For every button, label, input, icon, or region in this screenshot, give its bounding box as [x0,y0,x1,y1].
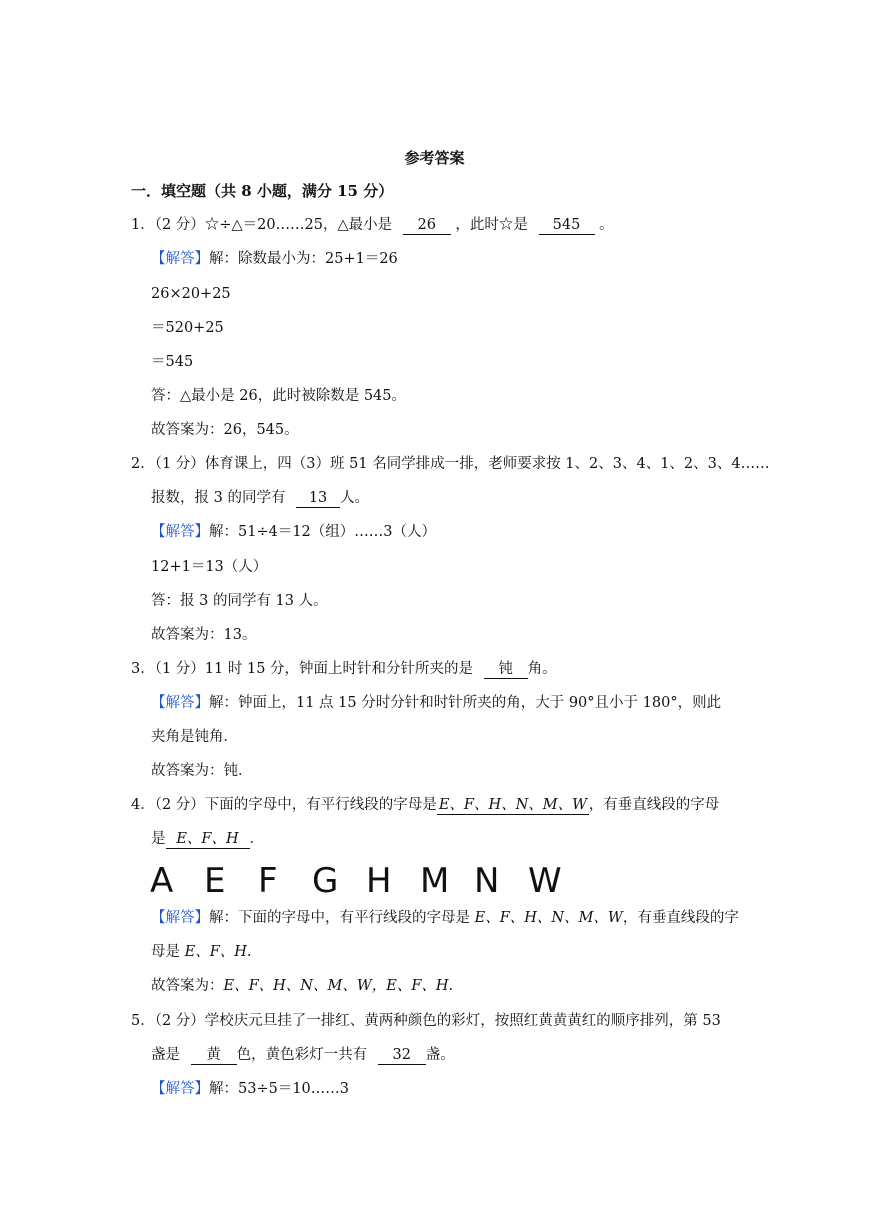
solution-tag: 【解答】 [151,1081,209,1097]
solution-text: 母是 [151,944,180,960]
letter: G [312,861,339,901]
solution-tag: 【解答】 [151,695,209,711]
question-4-text: 是 [151,831,166,847]
question-1-text: 。 [599,217,614,233]
question-5-line2 [151,1045,455,1065]
solution-letters: E、F、H、N、M、W，E、F、H. [223,978,454,994]
question-4-text: ，有垂直线段的字母 [588,797,720,813]
solution-tag: 【解答】 [151,524,209,540]
solution-conclusion: 答：报 3 的同学有 13 人。 [151,593,328,609]
question-5-text: 盏是 [151,1047,180,1063]
question-5-text: 盏。 [425,1047,455,1063]
page-title: 参考答案 [404,149,465,167]
question-5-text: 色，黄色彩灯一共有 [236,1047,368,1063]
answer-blank: 13 [296,490,340,508]
answer-blank: 545 [539,217,595,235]
solution-tag: 【解答】 [151,910,209,926]
answer-blank: E、F、H、N、M、W [438,797,588,813]
solution-final: 故答案为：钝． [151,763,253,779]
solution-conclusion: 答：△最小是 26，此时被除数是 545。 [151,388,406,404]
question-1-text: ，此时☆是 [455,217,528,233]
solution-step: ＝520+25 [151,320,224,336]
solution-tag: 【解答】 [151,251,209,267]
question-4 [131,795,719,815]
question-4-text: ． [249,831,264,847]
solution-text: 解：下面的字母中，有平行线段的字母是 [209,910,470,926]
solution-letters: E、F、H. [184,944,252,960]
solution-letters: E、F、H、N、M、W [474,910,623,926]
answer-blank: 黄 [191,1047,237,1065]
question-2-text: 报数，报 3 的同学有 [151,490,286,506]
solution-line [151,1079,349,1099]
answer-blank: 钝 [484,661,528,679]
answer-blank: 32 [378,1047,426,1065]
solution-final: 故答案为：13。 [151,627,257,643]
letters-figure [150,861,582,901]
solution-step: 26×20+25 [151,286,231,302]
question-4-text: 4．（2 分）下面的字母中，有平行线段的字母是 [131,797,437,813]
letter: A [150,861,174,901]
section-heading: 一．填空题（共 8 小题，满分 15 分） [131,182,394,200]
solution-text: 解：51÷4＝12（组）……3（人） [209,524,437,540]
solution-text-cont [151,942,252,962]
solution-line [151,522,436,542]
solution-final: 故答案为：26，545。 [151,422,299,438]
solution-text: 解：钟面上，11 点 15 分时分针和时针所夹的角，大于 90°且小于 180°，则此 [209,695,722,711]
question-5: 5．（2 分）学校庆元旦挂了一排红、黄两种颜色的彩灯，按照红黄黄黄红的顺序排列，第 53 [131,1013,721,1029]
letter: F [258,861,278,901]
letter: E [204,861,226,901]
solution-line [151,249,398,269]
question-4-line2 [151,829,264,849]
question-2: 2．（1 分）体育课上，四（3）班 51 名同学排成一排，老师要求按 1、2、3、4、1、2、3、4…… [131,456,770,472]
solution-text-cont: 夹角是钝角． [151,729,238,745]
question-1-text: 1．（2 分）☆÷△＝20……25，△最小是 [131,217,393,233]
solution-text: 故答案为： [151,978,224,994]
solution-step: ＝545 [151,354,194,370]
solution-line [151,693,721,713]
solution-text: ，有垂直线段的字 [622,910,739,926]
letter: W [528,861,562,901]
solution-step: 12+1＝13（人） [151,559,268,575]
question-2-text: 人。 [340,490,370,506]
question-3 [131,659,557,679]
solution-final [151,976,453,996]
answer-blank: 26 [403,217,451,235]
letter: H [366,861,392,901]
question-1 [131,215,614,235]
solution-line [151,908,739,928]
letter: M [420,861,450,901]
question-3-text: 3．（1 分）11 时 15 分，钟面上时针和分针所夹的是 [131,661,474,677]
solution-text: 解：53÷5＝10……3 [209,1081,350,1097]
question-2-line2 [151,488,369,508]
letter: N [474,861,500,901]
answer-blank: E、F、H [166,831,250,849]
solution-text: 解：除数最小为：25+1＝26 [209,251,398,267]
question-3-text: 角。 [527,661,557,677]
